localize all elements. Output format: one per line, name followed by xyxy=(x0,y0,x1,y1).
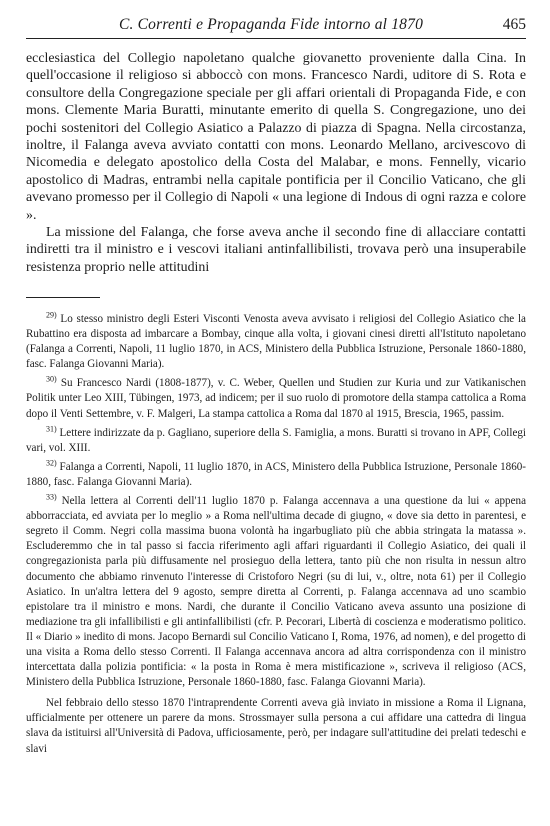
footnote-text: Su Francesco Nardi (1808-1877), v. C. Weber, Quellen und Studien zur Kuria und zur Vatikanischen Politik unter Leo XIII, Tübingen, 1973, ad indicem; per il suo ruolo di promotore della stampa cattolica a Roma dopo il Venti Settembre, v. F. Malgeri, La stampa cattolica a Roma dal 1870 al 1915, Brescia, 1965, passim. xyxy=(26,377,526,420)
footnotes xyxy=(26,312,526,757)
footnote xyxy=(26,460,526,490)
footnote xyxy=(26,312,526,372)
footnote-number: 31) xyxy=(46,423,57,433)
paragraph: La missione del Falanga, che forse aveva anche il secondo fine di allacciare contatti indiretti tra il ministro e i vescovi italiani antinfallibilisti, trovava però una insuperabile resistenza proprio nelle attitudini xyxy=(26,225,526,275)
footnote xyxy=(26,423,526,456)
footnote-number: 32) xyxy=(46,458,57,468)
page-number: 465 xyxy=(502,16,526,33)
footnote xyxy=(26,376,526,421)
footnote xyxy=(26,494,526,690)
footnote-text: Lo stesso ministro degli Esteri Visconti Venosta aveva avvisato i religiosi del Collegio Asiatico che la Rubattino era disposta ad imbarcare a Bombay, cinque alla volta, i giovani cinesi diretti all'Istituto napoletano (Falanga a Correnti, Napoli, 11 luglio 1870, in ACS, Ministero della Pubblica Istruzione, Personale 1860-1880, fasc. Falanga Giovanni Maria). xyxy=(26,313,526,371)
paragraph: ecclesiastica del Collegio napoletano qualche giovanetto proveniente dalla Cina. In quell'occasione il religioso si abboccò con mons. Francesco Nardi, uditore di S. Rota e consultore della Congregazione speciale per gli affari orientali di Propaganda Fide, e con mons. Clemente Maria Buratti, minutante emerito di quella S. Congregazione, uno dei pochi sostenitori del Collegio Asiatico a Palazzo di piazza di Spagna. Nella circostanza, inoltre, il Falanga aveva avviato contatti con mons. Leonardo Mellano, arcivescovo di Nicomedia e delegato apostolico della Costa del Malabar, e mons. Fennelly, vicario apostolico di Madras, entrambi nella capitale pontificia per il Concilio Vaticano, che gli avevano promesso per il Collegio di Napoli « una legione di Indous di ogni razza e colore ». xyxy=(26,51,526,223)
closing-paragraph: Nel febbraio dello stesso 1870 l'intraprendente Correnti aveva già inviato in missione a Roma il Lignana, ufficialmente per ottenere un parere da mons. Strossmayer sulla persona a cui affidare una cattedra di lingua slava da istituirsi all'Università di Padova, ufficiosamente, però, per indagare sull'attitudine dei prelati tedeschi e slavi xyxy=(26,697,526,755)
footnote-number: 30) xyxy=(46,374,57,384)
footnote-separator xyxy=(26,297,100,298)
footnote-text: Falanga a Correnti, Napoli, 11 luglio 1870, in ACS, Ministero della Pubblica Istruzione, Personale 1860-1880, fasc. Falanga Giovanni Maria). xyxy=(26,460,526,488)
footnote-text: Lettere indirizzate da p. Gagliano, superiore della S. Famiglia, a mons. Buratti si trovano in APF, Collegi vari, vol. XIII. xyxy=(26,426,526,454)
footnote-text: Nella lettera al Correnti dell'11 luglio 1870 p. Falanga accennava a una questione da lui « appena abborracciata, ed avviata per lo meglio » a Roma nell'ultima decade di giugno, « dove sia detto in parentesi, e segreto il Comm. Negri colla massima buona volontà ha ingarbugliato più che abbia stringata la matassa ». Escluderemmo che in tal passo si faccia riferimento agli affari riguardanti il Collegio Asiatico, dei quali il congregazionista parla più diffusamente nel prosieguo della lettera, tanto più che non risulta in nessun altro documento che abbiamo rinvenuto l'interesse di Cristoforo Negri (su di lui, v., oltre, nota 61) per il Collegio Asiatico. In un'altra lettera del 9 agosto, sempre diretta al Correnti, p. Falanga accennava ad uno scambio epistolare tra il ministro e mons. Nardi, che durante il Concilio Vaticano aveva assunto una posizione di mediazione tra gli infallibilisti e gli antinfallibilisti (cfr. P. Pecorari, Libertà di coscienza e moderatismo politico. Il « Diario » inedito di mons. Jacopo Bernardi sul Concilio Vaticano I, Roma, 1976, ad nomen), e del progetto di una visita a Roma dello stesso Correnti. Il Falanga accennava ancora ad altra corrispondenza con il ministro intercettata dalla polizia pontificia: « la posta in Roma è mera mistificazione », scriveva il religioso (ACS, Ministero della Pubblica Istruzione, Personale 1860-1880, fasc. Falanga Giovanni Maria). xyxy=(26,495,526,689)
running-title: C. Correnti e Propaganda Fide intorno al 1870 xyxy=(118,16,424,33)
footnote-number: 33) xyxy=(46,492,57,502)
running-header xyxy=(26,14,526,39)
footnote-number: 29) xyxy=(46,310,57,320)
main-text xyxy=(26,50,526,276)
